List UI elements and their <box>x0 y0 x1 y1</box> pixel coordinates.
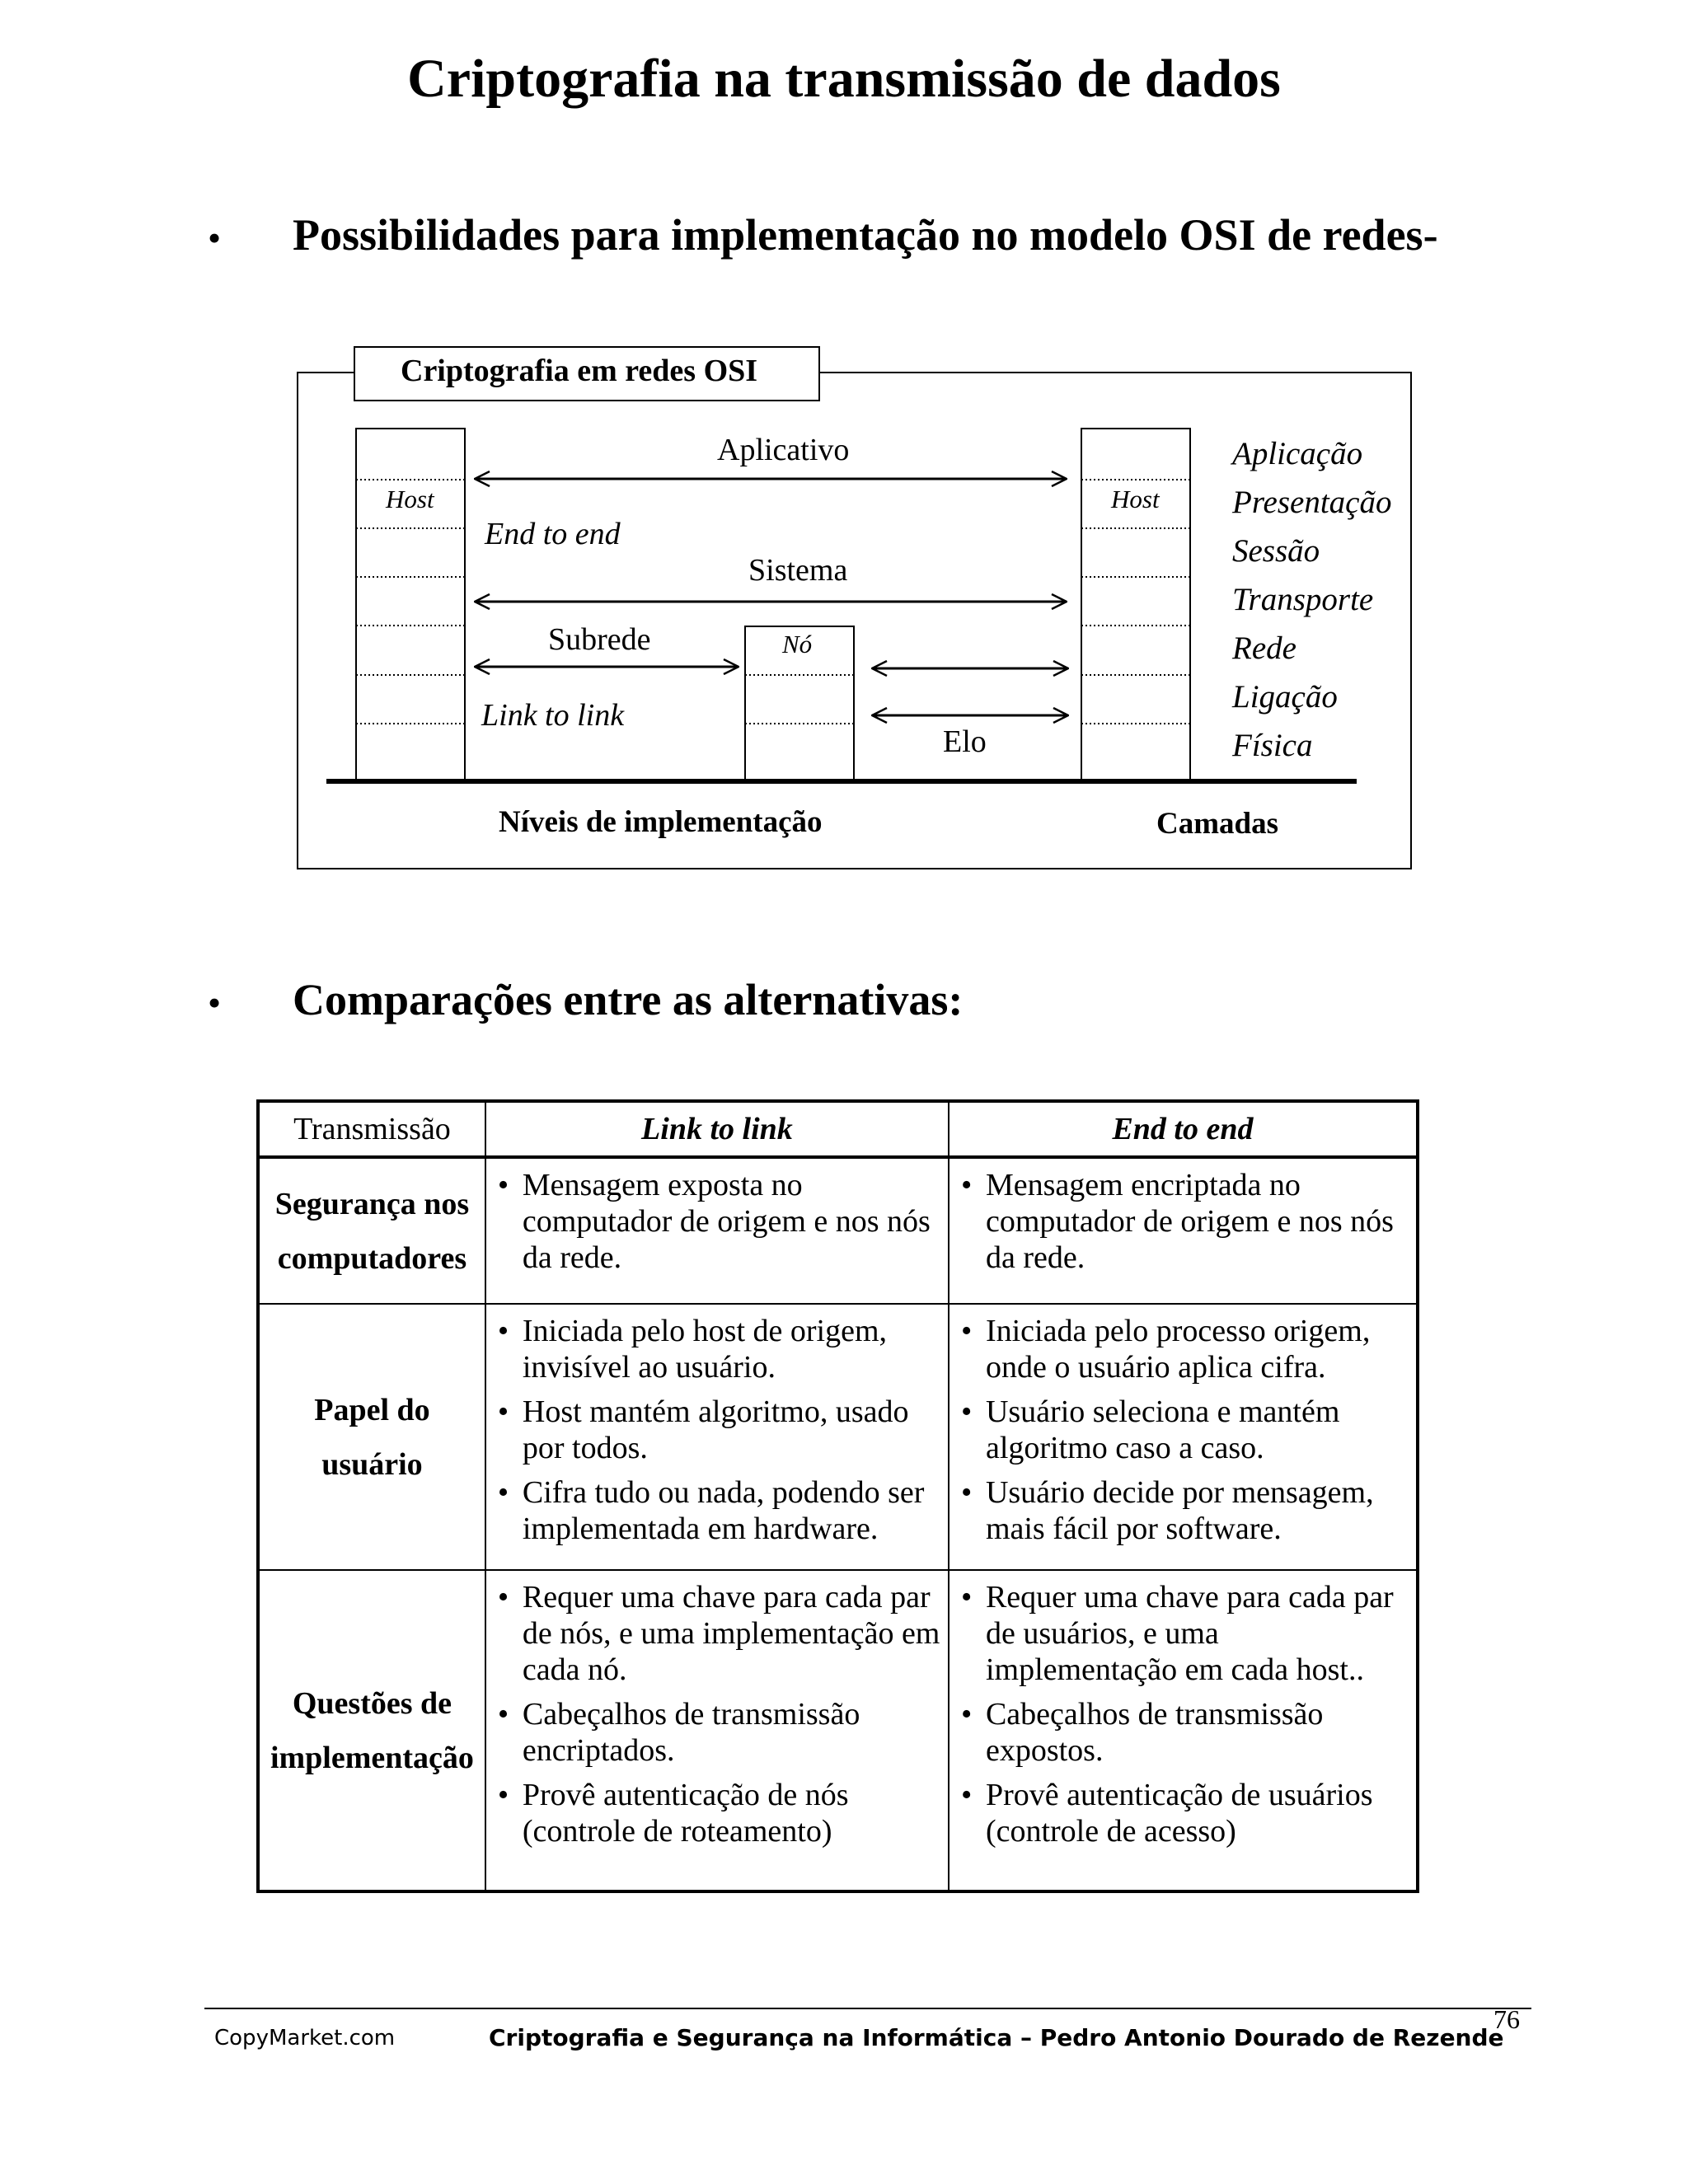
bullet: • <box>960 1314 973 1348</box>
page-number: 76 <box>1493 2004 1520 2034</box>
list-item <box>956 1474 1409 1547</box>
layer-fisica: Física <box>1232 728 1313 763</box>
layer-presentacao: Presentação <box>1232 485 1392 520</box>
section-heading-osi: Possibilidades para implementação no modelo OSI de redes- <box>293 210 1438 260</box>
label-subrede: Subrede <box>548 622 651 657</box>
row-label-line: Segurança nos <box>274 1186 470 1221</box>
row-label-line: Papel do <box>314 1392 430 1427</box>
label-camadas: Camadas <box>1156 807 1279 841</box>
host-left-stack <box>356 429 465 780</box>
cell-text: Cabeçalhos de transmissão encriptados. <box>522 1697 860 1768</box>
diagram-title: Criptografia em redes OSI <box>401 354 758 388</box>
cell-text: Requer uma chave para cada par de nós, e uma implementação em cada nó. <box>522 1580 940 1687</box>
list-item <box>493 1394 941 1466</box>
list-item <box>956 1696 1409 1769</box>
cell-text: Usuário decide por mensagem, mais fácil por software. <box>985 1475 1374 1546</box>
list-item <box>956 1579 1409 1688</box>
label-end-to-end: End to end <box>485 517 621 551</box>
bullet: • <box>208 982 222 1024</box>
host-right-label: Host <box>1111 485 1160 513</box>
list-item <box>493 1313 941 1385</box>
row-label <box>258 1304 485 1570</box>
bullet: • <box>497 1475 509 1510</box>
bullet: • <box>497 1580 509 1615</box>
list-item <box>493 1167 941 1276</box>
cell-text: Host mantém algoritmo, usado por todos. <box>522 1394 909 1465</box>
bullet: • <box>497 1314 509 1348</box>
label-elo: Elo <box>943 724 987 759</box>
header-link-to-link: Link to link <box>485 1101 949 1157</box>
bullet: • <box>960 1475 973 1510</box>
label-niveis: Níveis de implementação <box>499 805 823 839</box>
cell-text: Usuário seleciona e mantém algoritmo caso a caso. <box>985 1394 1340 1465</box>
table-row <box>258 1157 1418 1304</box>
table-header-row <box>258 1101 1418 1157</box>
row-label-line: computadores <box>277 1240 467 1276</box>
list-item <box>956 1167 1409 1276</box>
footer-book-title: Criptografia e Segurança na Informática – Pedro Antonio Dourado de Rezende <box>489 2024 1504 2051</box>
row-label-line: Questões de <box>292 1685 452 1721</box>
bullet: • <box>208 217 222 259</box>
label-link-to-link: Link to link <box>481 698 625 733</box>
bullet: • <box>497 1697 509 1732</box>
layer-rede: Rede <box>1232 630 1296 666</box>
cell-end <box>949 1157 1418 1304</box>
host-right-stack <box>1081 429 1190 780</box>
table-row <box>258 1304 1418 1570</box>
list-item <box>956 1777 1409 1849</box>
layer-aplicacao: Aplicação <box>1232 436 1363 471</box>
layer-transporte: Transporte <box>1232 582 1374 617</box>
bullet: • <box>960 1580 973 1615</box>
bullet: • <box>960 1168 973 1202</box>
cell-text: Requer uma chave para cada par de usuários, e uma implementação em cada host.. <box>985 1580 1394 1687</box>
cell-text: Provê autenticação de usuários (controle de acesso) <box>985 1778 1373 1849</box>
bullet: • <box>497 1168 509 1202</box>
list-item <box>956 1394 1409 1466</box>
cell-text: Mensagem encriptada no computador de origem e nos nós da rede. <box>985 1168 1394 1275</box>
label-sistema: Sistema <box>748 553 848 588</box>
table-row <box>258 1570 1418 1891</box>
bullet: • <box>960 1778 973 1812</box>
bullet: • <box>960 1697 973 1732</box>
label-aplicativo: Aplicativo <box>717 433 850 467</box>
header-end-to-end: End to end <box>949 1101 1418 1157</box>
row-label-line: usuário <box>321 1446 423 1482</box>
row-label <box>258 1570 485 1891</box>
list-item <box>493 1579 941 1688</box>
bullet: • <box>497 1394 509 1429</box>
cell-text: Iniciada pelo processo origem, onde o usuário aplica cifra. <box>985 1314 1371 1385</box>
cell-text: Cabeçalhos de transmissão expostos. <box>985 1697 1324 1768</box>
cell-end <box>949 1304 1418 1570</box>
node-label: Nó <box>782 630 813 658</box>
page-title: Criptografia na transmissão de dados <box>407 49 1281 109</box>
header-transmissao: Transmissão <box>258 1101 485 1157</box>
osi-diagram <box>0 0 1688 907</box>
list-item <box>493 1474 941 1547</box>
cell-text: Provê autenticação de nós (controle de roteamento) <box>522 1778 849 1849</box>
bullet: • <box>497 1778 509 1812</box>
list-item <box>493 1696 941 1769</box>
cell-link <box>485 1570 949 1891</box>
cell-link <box>485 1304 949 1570</box>
comparison-table <box>256 1099 1419 1893</box>
row-label-line: implementação <box>270 1740 474 1775</box>
cell-text: Iniciada pelo host de origem, invisível ao usuário. <box>522 1314 888 1385</box>
bullet: • <box>960 1394 973 1429</box>
layer-sessao: Sessão <box>1232 533 1320 569</box>
cell-end <box>949 1570 1418 1891</box>
cell-link <box>485 1157 949 1304</box>
footer-publisher: CopyMarket.com <box>214 2026 396 2050</box>
list-item <box>956 1313 1409 1385</box>
cell-text: Cifra tudo ou nada, podendo ser implementada em hardware. <box>522 1475 925 1546</box>
section-heading-comparacoes: Comparações entre as alternativas: <box>293 975 964 1024</box>
footer-rule <box>204 2008 1531 2009</box>
list-item <box>493 1777 941 1849</box>
row-label <box>258 1157 485 1304</box>
cell-text: Mensagem exposta no computador de origem e nos nós da rede. <box>522 1168 931 1275</box>
host-left-label: Host <box>386 485 434 513</box>
layer-ligacao: Ligação <box>1232 679 1338 715</box>
